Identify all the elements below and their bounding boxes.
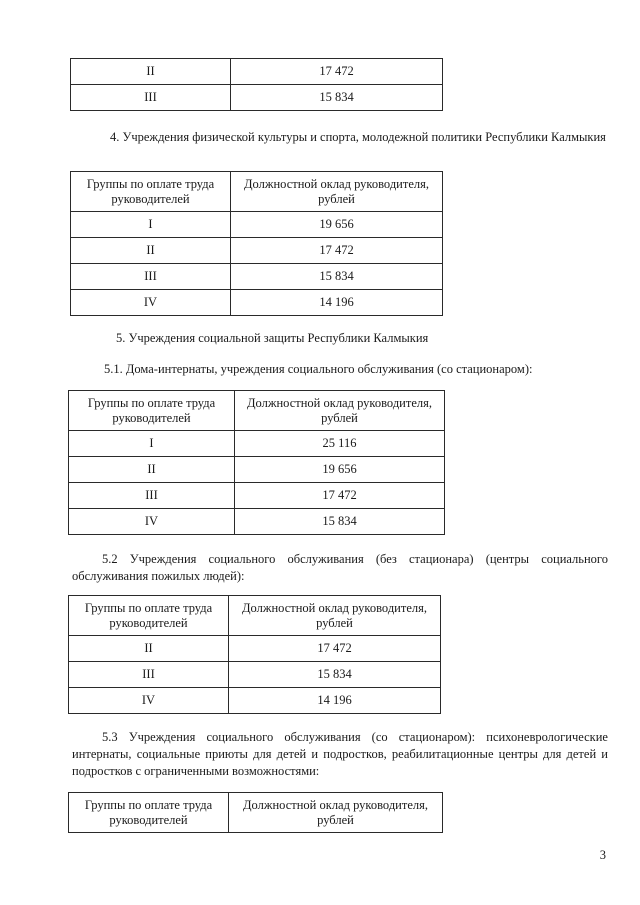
group-cell: II [69, 457, 235, 483]
section-5-1-heading: 5.1. Дома-интернаты, учреждения социального обслуживания (со стационаром): [104, 362, 533, 376]
table-row [69, 662, 441, 688]
table-row [71, 290, 443, 316]
group-cell: I [69, 431, 235, 457]
table-header-row [69, 391, 445, 431]
salary-cell: 15 834 [235, 509, 445, 535]
table-row [71, 212, 443, 238]
salary-table-nonresidential [68, 595, 441, 714]
group-cell: IV [71, 290, 231, 316]
group-cell: IV [69, 688, 229, 714]
group-cell: II [69, 636, 229, 662]
salary-cell: 17 472 [229, 636, 441, 662]
group-cell: I [71, 212, 231, 238]
salary-cell: 17 472 [231, 59, 443, 85]
column-header-salary: Должностной оклад руководителя, рублей [229, 793, 443, 833]
group-cell: II [71, 238, 231, 264]
group-cell: III [69, 483, 235, 509]
section-5-2-heading: 5.2 Учреждения социального обслуживания (без стационара) (центры социального обслуживания пожилых людей): [72, 552, 608, 583]
table-row [71, 238, 443, 264]
section-5-3-heading: 5.3 Учреждения социального обслуживания (со стационаром): психоневрологические интернаты, социальные приюты для детей и подростков, реабилитационные центры для детей и подростков с ограниченными возможностями: [72, 730, 608, 778]
group-cell: III [69, 662, 229, 688]
table-row [71, 59, 443, 85]
table-header-row [71, 172, 443, 212]
salary-table-boarding-homes [68, 390, 445, 535]
group-cell: III [71, 85, 231, 111]
group-cell: IV [69, 509, 235, 535]
column-header-salary: Должностной оклад руководителя, рублей [229, 596, 441, 636]
column-header-group: Группы по оплате труда руководителей [69, 391, 235, 431]
salary-cell: 19 656 [231, 212, 443, 238]
column-header-group: Группы по оплате труда руководителей [69, 793, 229, 833]
salary-cell: 19 656 [235, 457, 445, 483]
salary-cell: 17 472 [235, 483, 445, 509]
table-header-row [69, 596, 441, 636]
column-header-salary: Должностной оклад руководителя, рублей [231, 172, 443, 212]
salary-cell: 15 834 [231, 264, 443, 290]
salary-table-continued [70, 58, 443, 111]
salary-table-residential-care [68, 792, 443, 833]
table-row [69, 688, 441, 714]
table-row [69, 483, 445, 509]
salary-cell: 14 196 [231, 290, 443, 316]
table-row [69, 636, 441, 662]
salary-cell: 15 834 [231, 85, 443, 111]
section-5-heading: 5. Учреждения социальной защиты Республики Калмыкия [116, 331, 429, 345]
column-header-group: Группы по оплате труда руководителей [71, 172, 231, 212]
salary-table-sport [70, 171, 443, 316]
salary-cell: 17 472 [231, 238, 443, 264]
salary-cell: 25 116 [235, 431, 445, 457]
table-row [69, 457, 445, 483]
table-row [69, 509, 445, 535]
table-row [69, 431, 445, 457]
page-number: 3 [599, 848, 606, 862]
table-header-row [69, 793, 443, 833]
group-cell: II [71, 59, 231, 85]
salary-cell: 15 834 [229, 662, 441, 688]
column-header-group: Группы по оплате труда руководителей [69, 596, 229, 636]
table-row [71, 85, 443, 111]
salary-cell: 14 196 [229, 688, 441, 714]
group-cell: III [71, 264, 231, 290]
column-header-salary: Должностной оклад руководителя, рублей [235, 391, 445, 431]
table-row [71, 264, 443, 290]
section-4-heading: 4. Учреждения физической культуры и спорта, молодежной политики Республики Калмыкия [110, 130, 606, 144]
